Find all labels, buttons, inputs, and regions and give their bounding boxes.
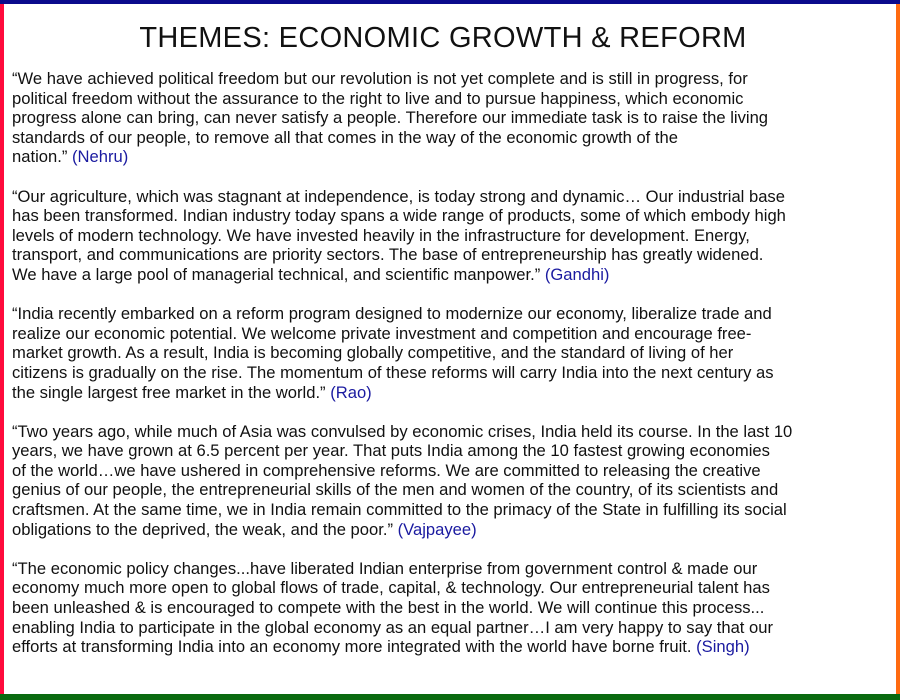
quote-line	[12, 69, 892, 89]
quote-author: (Vajpayee)	[397, 519, 477, 539]
quote-line	[12, 618, 892, 638]
quote-line-text: realize our economic potential. We welcome private investment and competition and encourage free-	[12, 323, 752, 343]
quote-line	[12, 578, 892, 598]
bottom-border	[0, 694, 900, 700]
quote-line	[12, 265, 892, 285]
quote-line	[12, 520, 892, 540]
quote-line-text: nation.”	[12, 147, 68, 167]
quote-line-text: political freedom without the assurance to the right to live and to pursue happiness, which economic	[12, 88, 744, 108]
quote-line-text: efforts at transforming India into an economy more integrated with the world have borne fruit.	[12, 637, 692, 657]
quote-line	[12, 304, 892, 324]
quote-line-text: years, we have grown at 6.5 percent per year. That puts India among the 10 fastest growing economies	[12, 441, 770, 461]
quote-line-text: transport, and communications are priority sectors. The base of entrepreneurship has greatly widened.	[12, 245, 764, 265]
quote-line-text: obligations to the deprived, the weak, and the poor.”	[12, 519, 393, 539]
quote-line-text: economy much more open to global flows of trade, capital, & technology. Our entrepreneurial talent has	[12, 578, 770, 598]
quote-line	[12, 89, 892, 109]
quote-paragraph	[12, 69, 892, 167]
quote-line	[12, 480, 892, 500]
quote-author: (Rao)	[330, 382, 372, 402]
quote-line-text: has been transformed. Indian industry today spans a wide range of products, some of which embody high	[12, 206, 786, 226]
quote-line-text: standards of our people, to remove all that comes in the way of the economic growth of the	[12, 127, 678, 147]
quote-line-text: of the world…we have ushered in comprehensive reforms. We are committed to releasing the creative	[12, 460, 761, 480]
quote-line-text: citizens is gradually on the rise. The momentum of these reforms will carry India into the next century as	[12, 362, 774, 382]
quote-author: (Nehru)	[71, 147, 129, 167]
quote-line-text: genius of our people, the entrepreneurial skills of the men and women of the country, of its scientists and	[12, 480, 779, 500]
quote-line	[12, 422, 892, 442]
quote-line	[12, 363, 892, 383]
quote-line	[12, 147, 892, 167]
top-border	[0, 0, 900, 4]
quote-paragraph	[12, 422, 892, 540]
quote-line	[12, 128, 892, 148]
quote-paragraph	[12, 304, 892, 402]
quote-author: (Gandhi)	[544, 264, 610, 284]
quote-line-text: craftsmen. At the same time, we in India remain committed to the primacy of the State in fulfilling its social	[12, 500, 787, 520]
quote-line	[12, 226, 892, 246]
quote-line-text: been unleashed & is encouraged to compete with the best in the world. We will continue this process...	[12, 598, 765, 618]
quote-line-text: “The economic policy changes...have liberated Indian enterprise from government control & made our	[12, 558, 758, 578]
right-border	[896, 4, 900, 694]
quote-line	[12, 461, 892, 481]
quote-line-text: “We have achieved political freedom but our revolution is not yet complete and is still in progress, for	[12, 69, 748, 88]
quote-line	[12, 383, 892, 403]
quote-line	[12, 187, 892, 207]
quote-line	[12, 637, 892, 657]
quote-line-text: levels of modern technology. We have invested heavily in the infrastructure for development. Energy,	[12, 225, 750, 245]
quote-paragraph	[12, 559, 892, 657]
quote-line-text: “Our agriculture, which was stagnant at independence, is today strong and dynamic… Our industrial base	[12, 186, 785, 206]
quote-line-text: “India recently embarked on a reform program designed to modernize our economy, liberalize trade and	[12, 304, 772, 324]
quote-line-text: progress alone can bring, can never satisfy a people. Therefore our immediate task is to raise the living	[12, 108, 769, 128]
quotes-list	[12, 69, 892, 676]
quote-line	[12, 500, 892, 520]
quote-line	[12, 245, 892, 265]
quote-line	[12, 324, 892, 344]
quote-line	[12, 343, 892, 363]
quote-line-text: the single largest free market in the world.”	[12, 382, 326, 402]
quote-paragraph	[12, 187, 892, 285]
quote-line	[12, 108, 892, 128]
quote-line	[12, 559, 892, 579]
quote-line	[12, 206, 892, 226]
quote-line-text: market growth. As a result, India is becoming globally competitive, and the standard of living of her	[12, 343, 734, 363]
quote-line-text: “Two years ago, while much of Asia was convulsed by economic crises, India held its course. In the last 10	[12, 421, 793, 441]
left-border	[0, 4, 4, 694]
quote-author: (Singh)	[696, 637, 750, 657]
quote-line	[12, 598, 892, 618]
quote-line	[12, 441, 892, 461]
quote-line-text: We have a large pool of managerial technical, and scientific manpower.”	[12, 264, 541, 284]
slide-title: THEMES: ECONOMIC GROWTH & REFORM	[139, 22, 747, 54]
quote-line-text: enabling India to participate in the global economy as an equal partner…I am very happy to say that our	[12, 617, 774, 637]
